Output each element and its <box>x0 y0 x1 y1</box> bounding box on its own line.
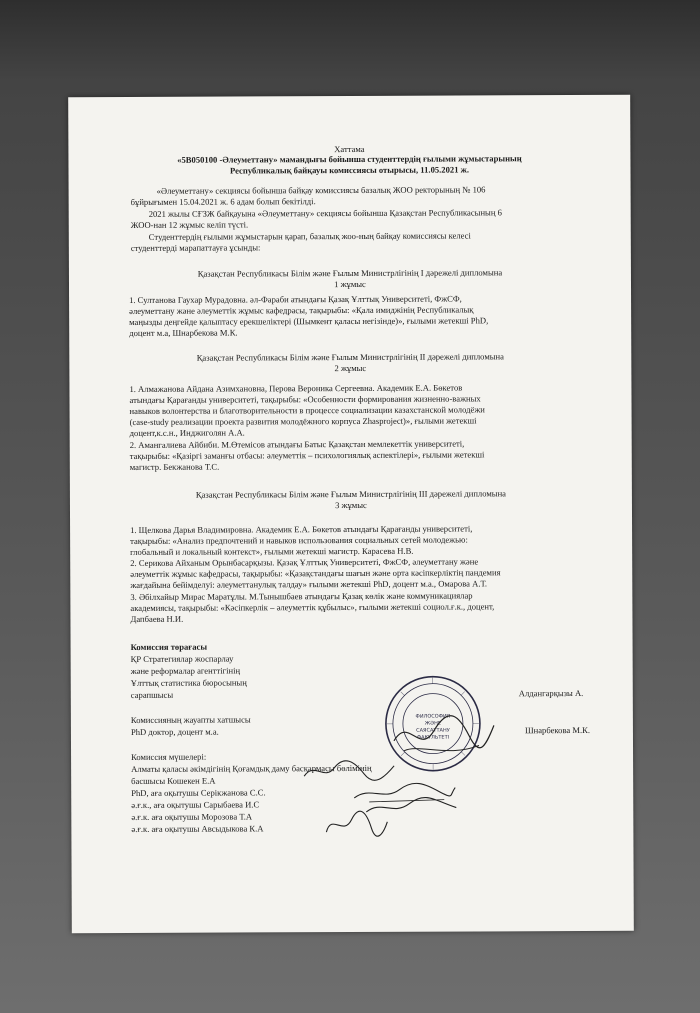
chair-affiliation: ҚР Стратегиялар жоспарлау <box>130 653 234 664</box>
award-item: әлеуметтану және әлеуметтік жұмыс кафедрасы, тақырыбы: «Қала имиджінің Республикалық <box>129 304 474 316</box>
award-item: (case-study реализации проекта развития молодёжного корпуса Zhasproject)», ғылыми жетекші <box>129 415 477 427</box>
document-subtitle-2: Республикалық байқауы комиссиясы отырысы, 11.05.2021 ж. <box>229 164 470 176</box>
secretary-name: Шнарбекова М.К. <box>524 724 591 736</box>
intro-text: бұйрығымен 15.04.2021 ж. 6 адам болып бекітілді. <box>130 196 316 207</box>
award-item: академиясы, тақырыбы: «Кәсіпкерлік – әлеуметтік құбылыс», ғылыми жетекші социол.ғ.к., доцент, <box>130 601 495 613</box>
intro-text: «Әлеуметтану» секциясы бойынша байқау комиссиясы базалық ЖОО ректорының № 106 <box>156 184 486 196</box>
award-item: 1. Султанова Гаухар Мурадовна. әл-Фараби атындағы Қазақ Ұлттық Университеті, ФжСФ, <box>129 293 462 305</box>
svg-text:САЯСАТТАНУ: САЯСАТТАНУ <box>416 727 450 734</box>
section-count-3: 3 жұмыс <box>335 499 367 511</box>
award-item: атындағы Қарағанды университеті, тақырыбы: «Особенности формирования жизненно-важных <box>129 393 481 405</box>
award-item: 3. Әбілхайыр Мирас Маратұлы. М.Тынышбаев атындағы Қазақ көлік және коммуникациялар <box>130 590 473 602</box>
award-item: Дапбаева Н.И. <box>130 613 184 624</box>
document-title: Хаттама <box>334 143 365 155</box>
award-item: жағдайына бейімделуі: әлеуметтанулық талдау» ғылыми жетекші PhD, доцент м.а., Омарова А.Т. <box>130 578 488 590</box>
intro-text: 2021 жылы СҒЗЖ байқауына «Әлеуметтану» секциясы бойынша Қазақстан Республикасының 6 <box>148 207 502 219</box>
member-line: Алматы қаласы әкімдігінің Қоғамдық даму басқармасы бөлімінің <box>131 762 372 774</box>
chair-signature <box>389 695 499 765</box>
document-page <box>68 95 634 933</box>
member-line: ә.ғ.к. аға оқытушы Авсыдыкова К.А <box>131 823 264 834</box>
award-item: навыков волонтерства и благотворительности в процессе социализации казахстанской молодёжи <box>129 404 485 416</box>
award-item: доцент,к.с.н., Инджиголян А.А. <box>129 427 245 438</box>
member-line: ә.ғ.к. аға оқытушы Морозова Т.А <box>131 811 253 822</box>
award-item: тақырыбы: «Қазіргі заманғы отбасы: әлеуметтік – психологиялық аспектілері», ғылыми жетекші <box>129 449 485 461</box>
section-count-2: 2 жұмыс <box>334 362 367 374</box>
members-title: Комиссия мүшелері: <box>131 751 207 762</box>
svg-text:ЖӘНЕ: ЖӘНЕ <box>424 720 442 727</box>
member-line: басшысы Кошекен Е.А <box>131 775 216 786</box>
chair-affiliation: Ұлттық статистика бюросының <box>130 677 247 688</box>
award-item: 1. Алмажанова Айдана Азимхановна, Перова Вероника Сергеевна. Академик Е.А. Бөкетов <box>129 382 463 394</box>
award-item: глобальный и локальный контекст», ғылыми жетекші магистр. Карасева Н.В. <box>130 545 414 557</box>
award-item: 2. Серикова Айханым Орынбасарқызы. Қазақ Ұлттық Университеті, ФжСФ, әлеуметтану және <box>130 556 479 568</box>
award-item: тақырыбы: «Анализ предпочтений и навыков использования социальных сетей молодежью: <box>130 534 468 546</box>
chair-affiliation: сарапшысы <box>130 689 174 700</box>
section-heading-2: Қазақстан Республикасы Білім және Ғылым Министрлігінің II дәрежелі дипломына <box>196 351 504 363</box>
secretary-degree: PhD доктор, доцент м.а. <box>130 726 219 737</box>
award-item: доцент м.а, Шнарбекова М.К. <box>129 327 238 338</box>
document-subtitle-1: «5В050100 -Әлеуметтану» мамандығы бойынша студенттердің ғылыми жұмыстарының <box>177 153 522 165</box>
intro-text: Студенттердің ғылыми жұмыстарын қарап, базалық жоо-ның байқау комиссиясы келесі <box>148 230 471 242</box>
secretary-title: Комиссияның жауапты хатшысы <box>130 714 251 725</box>
member-signature <box>321 808 391 840</box>
award-item: әлеуметтік жұмыс кафедрасы, тақырыбы: «Қазақстандағы шағын және орта кәсіпкерліктің пандемия <box>130 567 501 579</box>
award-item: 1. Щелкова Дарья Владимировна. Академик Е.А. Бөкетов атындағы Қарағанды университеті, <box>130 523 473 535</box>
svg-text:ФИЛОСОФИЯ: ФИЛОСОФИЯ <box>415 713 451 720</box>
section-heading-3: Қазақстан Республикасы Білім және Ғылым Министрлігінің III дәрежелі дипломына <box>195 488 506 500</box>
section-heading-1: Қазақстан Республикасы Білім және Ғылым Министрлігінің I дәрежелі дипломына <box>197 267 503 279</box>
member-line: ә.ғ.к., аға оқытушы Сарыбаева И.С <box>131 799 260 810</box>
member-line: PhD, аға оқытушы Серікжанова С.С. <box>131 787 266 798</box>
chair-affiliation: және реформалар агенттігінің <box>130 665 241 676</box>
award-item: магистр. Бекжанова Т.С. <box>129 461 220 472</box>
svg-text:ФАКУЛЬТЕТІ: ФАКУЛЬТЕТІ <box>416 734 450 741</box>
section-count-1: 1 жұмыс <box>334 278 366 290</box>
award-item: 2. Амангалиева Айбиби. М.Өтемісов атындағы Батыс Қазақстан мемлекеттік университеті, <box>129 438 465 450</box>
intro-text: ЖОО-нан 12 жұмыс келіп түсті. <box>130 219 249 230</box>
chair-title: Комиссия төрағасы <box>130 641 208 652</box>
chair-name: Алдангарқызы А. <box>518 687 584 699</box>
intro-text: студенттерді марапаттауға ұсынды: <box>130 242 261 253</box>
award-item: маңызды деңгейде қалыптасу ерекшеліктері (Шымкент қаласы негізінде)», ғылыми жетекші PhD, <box>129 315 489 327</box>
